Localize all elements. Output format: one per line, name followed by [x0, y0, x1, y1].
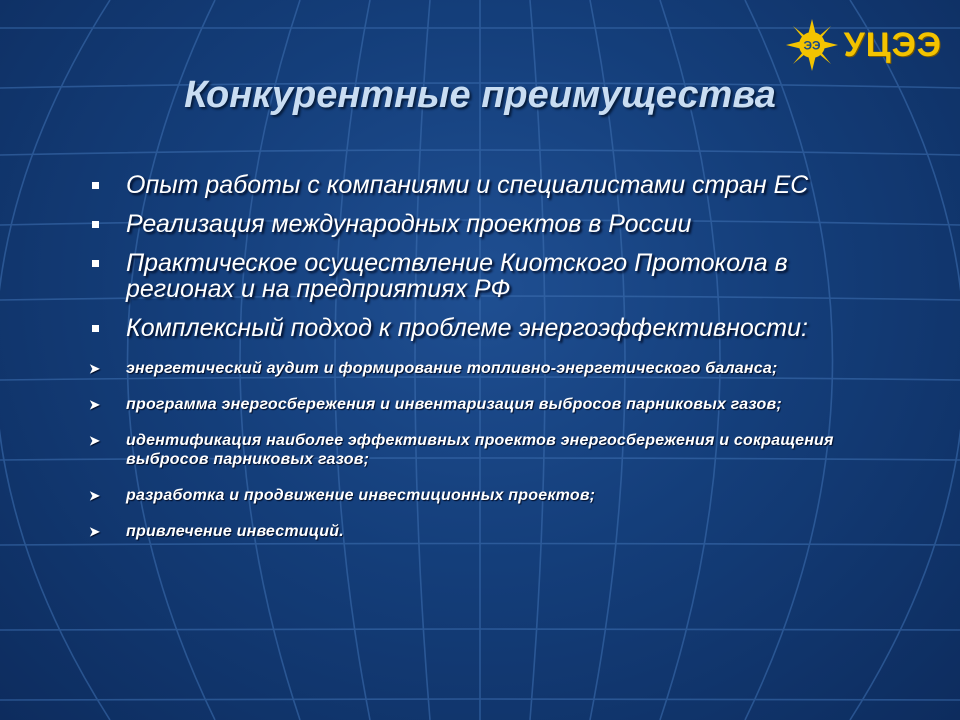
sub-list-item	[86, 486, 916, 505]
sub-list-item	[86, 359, 916, 378]
logo	[784, 16, 942, 74]
sub-list-item-text: энергетический аудит и формирование топливно-энергетического баланса;	[126, 360, 778, 377]
sub-list-item	[86, 522, 916, 541]
list-item	[86, 250, 916, 302]
logo-emblem-letters: ЭЭ	[803, 38, 821, 53]
list-item-text: Практическое осуществление Киотского Протокола в регионах и на предприятиях РФ	[126, 249, 788, 303]
sub-list-item-text: привлечение инвестиций.	[126, 523, 344, 540]
list-item-text: Реализация международных проектов в России	[126, 210, 692, 238]
sun-emblem-icon	[784, 17, 840, 73]
bullet-list	[86, 172, 916, 558]
sub-list-item	[86, 431, 916, 469]
square-bullet-icon	[92, 182, 99, 189]
sub-list-item	[86, 395, 916, 414]
list-item	[86, 211, 916, 237]
arrowhead-bullet-icon: ➤	[89, 433, 101, 448]
square-bullet-icon	[92, 260, 99, 267]
slide-title: Конкурентные преимущества	[184, 74, 776, 116]
arrowhead-bullet-icon: ➤	[89, 397, 101, 412]
square-bullet-icon	[92, 325, 99, 332]
list-item-text: Опыт работы с компаниями и специалистами стран ЕС	[126, 171, 809, 199]
arrowhead-bullet-icon: ➤	[89, 524, 101, 539]
sub-list-item-text: разработка и продвижение инвестиционных проектов;	[126, 487, 596, 504]
logo-text: УЦЭЭ	[843, 25, 942, 64]
sub-list-item-text: программа энергосбережения и инвентаризация выбросов парниковых газов;	[126, 396, 782, 413]
list-item-text: Комплексный подход к проблеме энергоэффективности:	[126, 314, 808, 342]
sub-list-item-text: идентификация наиболее эффективных проектов энергосбережения и сокращения выбросов парниковых газов;	[126, 432, 834, 468]
square-bullet-icon	[92, 221, 99, 228]
list-item	[86, 315, 916, 341]
list-item	[86, 172, 916, 198]
arrowhead-bullet-icon: ➤	[89, 361, 101, 376]
arrowhead-bullet-icon: ➤	[89, 488, 101, 503]
